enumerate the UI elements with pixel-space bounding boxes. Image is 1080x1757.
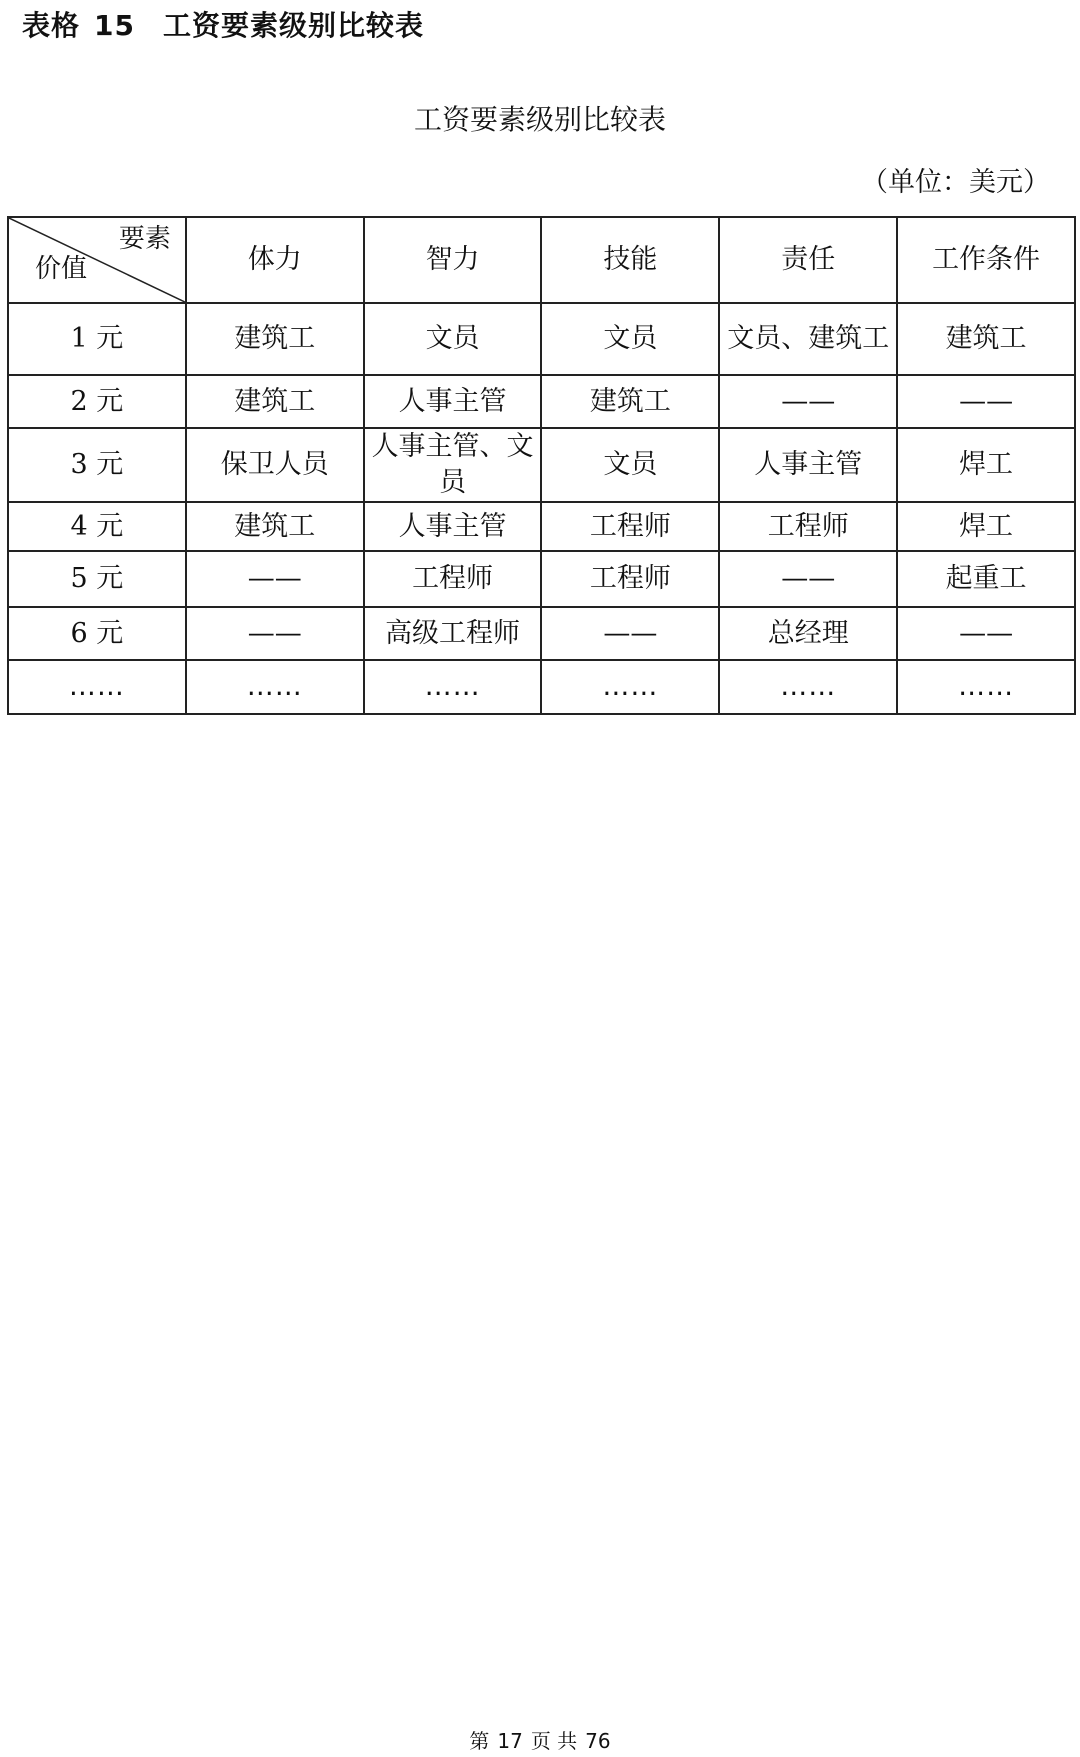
table-row <box>8 303 1075 375</box>
table-cell: 文员 <box>541 303 719 375</box>
table-row <box>8 660 1075 714</box>
row-value-cell: 5 元 <box>8 551 186 607</box>
row-value-cell: …… <box>8 660 186 714</box>
table-cell: …… <box>897 660 1075 714</box>
caption-number: 15 <box>94 9 135 42</box>
row-value-cell: 2 元 <box>8 375 186 428</box>
table-cell: 起重工 <box>897 551 1075 607</box>
table-cell: …… <box>719 660 897 714</box>
table-cell: 焊工 <box>897 428 1075 502</box>
current-page-number: 17 <box>497 1729 523 1753</box>
table-cell: …… <box>364 660 542 714</box>
column-header: 智力 <box>364 217 542 303</box>
total-page-number: 76 <box>585 1729 611 1753</box>
corner-header-cell <box>8 217 186 303</box>
table-cell: 高级工程师 <box>364 607 542 660</box>
table-row <box>8 607 1075 660</box>
table-cell: —— <box>719 375 897 428</box>
table-cell: —— <box>897 375 1075 428</box>
table-cell: —— <box>186 607 364 660</box>
wage-factor-table <box>7 216 1076 715</box>
table-cell: 文员、建筑工 <box>719 303 897 375</box>
table-cell: —— <box>897 607 1075 660</box>
row-value-cell: 3 元 <box>8 428 186 502</box>
table-cell: 文员 <box>364 303 542 375</box>
table-cell: 建筑工 <box>186 375 364 428</box>
table-cell: 人事主管 <box>364 502 542 551</box>
table-cell: —— <box>719 551 897 607</box>
column-header: 工作条件 <box>897 217 1075 303</box>
table-caption <box>22 4 424 44</box>
table-cell: 工程师 <box>364 551 542 607</box>
corner-bottom-label: 价值 <box>35 254 88 284</box>
column-header: 体力 <box>186 217 364 303</box>
table-cell: 人事主管、文员 <box>364 428 542 502</box>
table-cell: —— <box>541 607 719 660</box>
table-row <box>8 551 1075 607</box>
table-cell: …… <box>541 660 719 714</box>
table-row <box>8 375 1075 428</box>
caption-title: 工资要素级别比较表 <box>162 9 424 42</box>
header-row <box>8 217 1075 303</box>
column-header: 责任 <box>719 217 897 303</box>
table-cell: 总经理 <box>719 607 897 660</box>
table-cell: 保卫人员 <box>186 428 364 502</box>
table-cell: 人事主管 <box>364 375 542 428</box>
caption-label: 表格 <box>22 9 81 42</box>
table-row <box>8 502 1075 551</box>
table-title: 工资要素级别比较表 <box>413 103 666 136</box>
table-cell: 建筑工 <box>541 375 719 428</box>
row-value-cell: 1 元 <box>8 303 186 375</box>
column-header: 技能 <box>541 217 719 303</box>
page-footer <box>0 1725 1080 1754</box>
table-cell: …… <box>186 660 364 714</box>
footer-middle: 页 共 <box>530 1729 578 1753</box>
table-cell: 建筑工 <box>186 303 364 375</box>
table-cell: 建筑工 <box>186 502 364 551</box>
table-cell: 工程师 <box>541 502 719 551</box>
table-cell: 文员 <box>541 428 719 502</box>
corner-top-label: 要素 <box>118 224 171 254</box>
row-value-cell: 4 元 <box>8 502 186 551</box>
table-cell: 人事主管 <box>719 428 897 502</box>
table-row <box>8 428 1075 502</box>
footer-prefix: 第 <box>469 1729 490 1753</box>
table-cell: —— <box>186 551 364 607</box>
table-cell: 建筑工 <box>897 303 1075 375</box>
unit-label: （单位：美元） <box>861 167 1050 198</box>
table-cell: 工程师 <box>719 502 897 551</box>
table-cell: 焊工 <box>897 502 1075 551</box>
row-value-cell: 6 元 <box>8 607 186 660</box>
table-cell: 工程师 <box>541 551 719 607</box>
